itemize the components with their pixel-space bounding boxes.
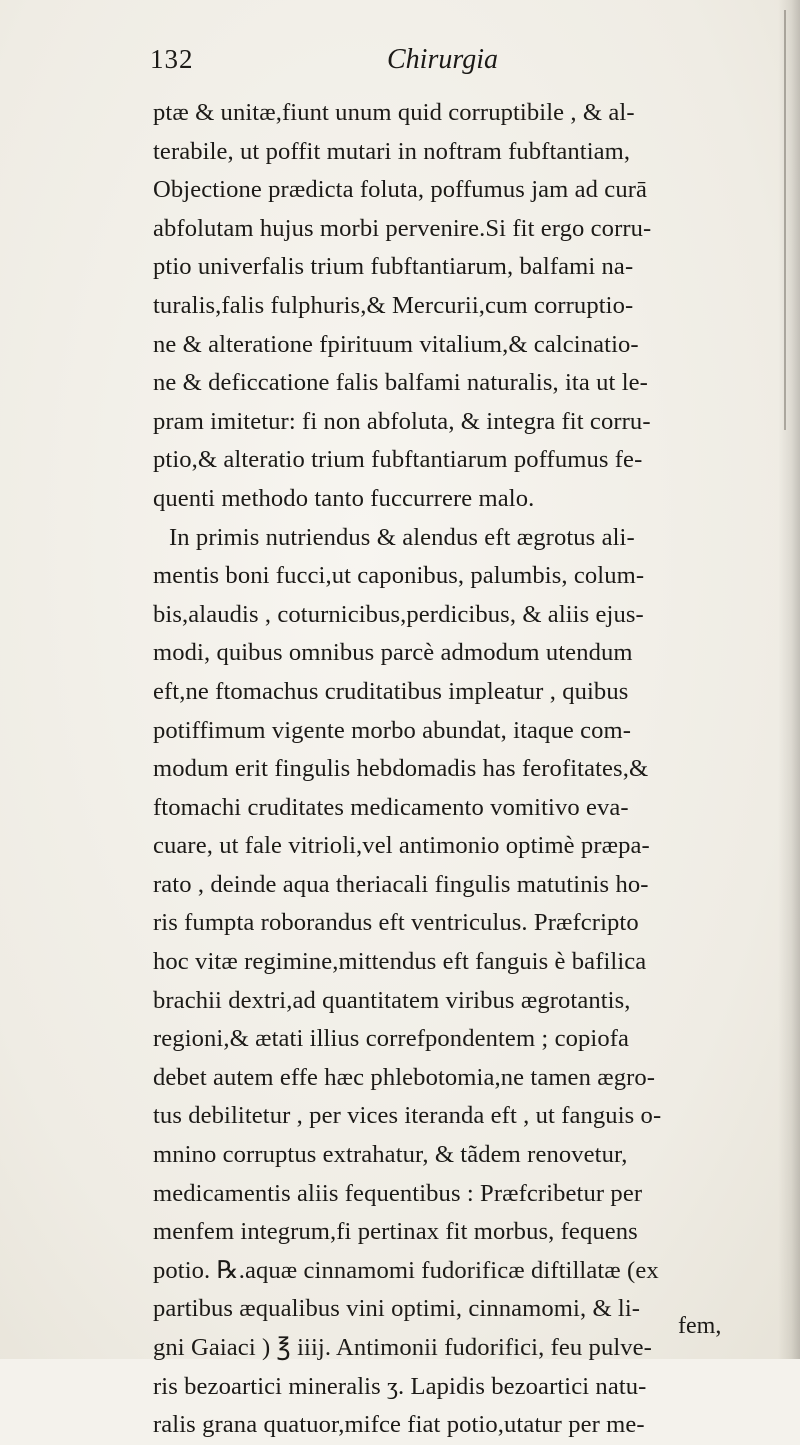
page-number: 132 bbox=[150, 44, 194, 74]
text-line: turalis,falis fulphuris,& Mercurii,cum corruptio- bbox=[153, 291, 634, 319]
text-line: tus debilitetur , per vices iteranda eft , ut fanguis o- bbox=[153, 1102, 662, 1130]
text-line: debet autem effe hæc phlebotomia,ne tamen ægro- bbox=[153, 1063, 656, 1091]
text-line: abfolutam hujus morbi pervenire.Si fit ergo corru- bbox=[153, 214, 652, 242]
text-line: gni Gaiaci ) ℥ iiij. Antimonii fudorifici, feu pulve- bbox=[153, 1334, 652, 1361]
text-line: rato , deinde aqua theriacali fingulis matutinis ho- bbox=[153, 870, 649, 898]
page-edge-line bbox=[784, 10, 786, 430]
catchword: fem, bbox=[678, 1313, 722, 1339]
text-line: pram imitetur: fi non abfoluta, & integra fit corru- bbox=[153, 407, 651, 435]
text-line: ptio univerfalis trium fubftantiarum, balfami na- bbox=[153, 253, 634, 281]
text-line: eft,ne ftomachus cruditatibus impleatur , quibus bbox=[153, 677, 629, 705]
text-line: potiffimum vigente morbo abundat, itaque com- bbox=[153, 716, 632, 744]
text-line: ris fumpta roborandus eft ventriculus. Præfcripto bbox=[153, 909, 639, 937]
text-line: potio. ℞.aquæ cinnamomi fudorificæ diftillatæ (ex bbox=[153, 1256, 659, 1284]
text-line: mnino corruptus extrahatur, & tãdem renovetur, bbox=[153, 1141, 628, 1169]
text-line: mentis boni fucci,ut caponibus, palumbis, colum- bbox=[153, 562, 645, 590]
text-line: partibus æqualibus vini optimi, cinnamomi, & li- bbox=[153, 1295, 641, 1323]
text-line: ptæ & unitæ,fiunt unum quid corruptibile , & al- bbox=[153, 99, 635, 126]
body-text bbox=[153, 94, 763, 1445]
text-line: quenti methodo tanto fuccurrere malo. bbox=[153, 484, 535, 512]
text-line: ftomachi cruditates medicamento vomitivo eva- bbox=[153, 793, 629, 821]
text-line: ptio,& alteratio trium fubftantiarum poffumus fe- bbox=[153, 446, 643, 474]
text-line: brachii dextri,ad quantitatem viribus ægrotantis, bbox=[153, 986, 631, 1014]
text-line: ne & deficcatione falis balfami naturalis, ita ut le- bbox=[153, 369, 648, 397]
text-line: bis,alaudis , coturnicibus,perdicibus, & aliis ejus- bbox=[153, 600, 644, 628]
text-line: regioni,& ætati illius correfpondentem ; copiofa bbox=[153, 1025, 630, 1053]
text-line: medicamentis aliis fequentibus : Præfcribetur per bbox=[153, 1179, 643, 1207]
page-header bbox=[150, 44, 710, 84]
text-line: cuare, ut fale vitrioli,vel antimonio optimè præpa- bbox=[153, 832, 650, 860]
text-line: modi, quibus omnibus parcè admodum utendum bbox=[153, 639, 633, 667]
text-line: modum erit fingulis hebdomadis has ferofitates,& bbox=[153, 755, 649, 783]
running-head: Chirurgia bbox=[387, 44, 498, 75]
text-line: ralis grana quatuor,mifce fiat potio,utatur per me- bbox=[153, 1411, 645, 1439]
page-gutter-shadow bbox=[778, 0, 800, 1359]
text-line: hoc vitæ regimine,mittendus eft fanguis è bafilica bbox=[153, 948, 647, 976]
text-line: menfem integrum,fi pertinax fit morbus, fequens bbox=[153, 1218, 638, 1246]
text-line: ris bezoartici mineralis ʒ. Lapidis bezoartici natu- bbox=[153, 1372, 647, 1400]
paragraph-start-line: In primis nutriendus & alendus eft ægrotus ali- bbox=[169, 523, 635, 551]
text-line: Objectione prædicta foluta, poffumus jam ad curā bbox=[153, 176, 648, 204]
text-line: ne & alteratione fpirituum vitalium,& calcinatio- bbox=[153, 330, 639, 358]
text-line: terabile, ut poffit mutari in noftram fubftantiam, bbox=[153, 137, 631, 165]
